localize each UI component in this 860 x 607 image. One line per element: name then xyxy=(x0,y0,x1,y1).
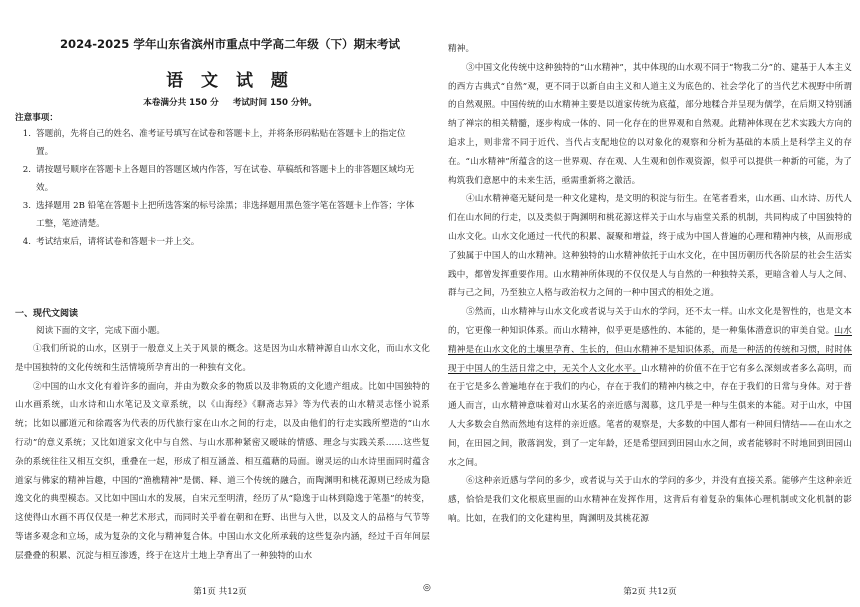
section-heading: 一、现代文阅读 xyxy=(15,309,79,319)
page-footer-right: 第2页 共12页 xyxy=(623,587,677,597)
left-passage xyxy=(15,340,430,566)
right-page xyxy=(448,0,852,607)
exam-subtitle: 语 文 试 题 xyxy=(166,71,294,91)
note-number: 1. xyxy=(22,129,31,139)
exam-title: 2024-2025 学年山东省滨州市重点中学高二年级（下）期末考试 xyxy=(59,37,401,51)
passage-paragraph-5 xyxy=(448,303,852,472)
full-score: 本卷满分共 150 分 xyxy=(143,98,219,108)
para5-before: ⑤然而，山水精神与山水文化或者说与关于山水的学问，还不太一样。山水文化是智性的，也是文本的，它更像一种知识体系。而山水精神，似乎更是感性的、本能的，是一种集体潜意识的审美自觉。 xyxy=(448,307,852,336)
notes-heading: 注意事项： xyxy=(15,113,58,123)
score-time-line xyxy=(30,96,430,108)
note-item xyxy=(15,233,425,251)
exam-time: 考试时间 150 分钟。 xyxy=(232,98,317,108)
note-item xyxy=(15,125,425,161)
para5-after: 山水精神的价值不在于它有多么深刻或者多么高明，而在于它是多么普遍地存在于我们的内心，存在于我们的精神内核之中，存在于我们的日常与身体。对于普通人而言，山水精神意味着对山水某名的亲近感与渴慕，这几乎是一种与生俱来的本能。对于山水，中国人大多数会自然而然地有这样的亲近感。笔者的观察是，大多数的中国人都有一种回归情结——在山水之间，在田园之间，散落润发，到了一定年龄，还是希望回到田园山水之间，或者能够时不时地回到田园山水之间。 xyxy=(448,363,852,468)
note-text: 请按题号顺序在答题卡上各题目的答题区域内作答，写在试卷、草稿纸和答题卡上的非答题区域均无效。 xyxy=(36,165,415,193)
note-item xyxy=(15,197,425,233)
note-item xyxy=(15,161,425,197)
passage-paragraph-6: ⑥这种亲近感与学问的多少，或者说与关于山水的学问的多少，并没有直接关系。能够产生这种亲近感，恰恰是我们文化根底里面的山水精神在发挥作用，这背后有着复杂的集体心理机制或文化机制的影响。比如，在我们的文化建构里，陶渊明及其桃花源 xyxy=(448,476,852,524)
binding-mark-icon: ◎ xyxy=(423,583,431,593)
note-text: 选择题用 2B 铅笔在答题卡上把所选答案的标号涂黑；非选择题用黑色签字笔在答题卡上作答；字体工整，笔迹清楚。 xyxy=(36,201,415,229)
right-passage xyxy=(448,40,852,529)
passage-carry-over: 精神。 xyxy=(448,44,475,54)
note-number: 2. xyxy=(22,165,31,175)
passage-paragraph-3: ③中国文化传统中这种独特的“山水精神”，其中体现的山水观不同于“物我二分”的、建基于人本主义的西方古典式“自然”观，更不同于以新自由主义和人道主义为底色的、社会学化了的当代艺术视野中所谓的自然观照。中国传统的山水精神主要是以道家传统为底蕴，部分地糅合并呈现为儒学，在后期又特别涵纳了禅宗的相关精髓，逐步构成一体的、同一化存在的世界观和自然观。此精神体现在艺术实践大方向的追求上，则非常不同于近代、当代占支配地位的以对象化的观察和分析为基础的本质上是科学主义的存在。“山水精神”所蕴含的这一世界观、存在观、人生观和创作观资源，似乎可以提供一种新的可能，为了构筑我们意愿中的未来生活，亟需重新将之激活。 xyxy=(448,62,852,186)
note-number: 4. xyxy=(22,237,31,247)
page-footer-left: 第1页 共12页 xyxy=(193,587,247,597)
reading-instruction: 阅读下面的文字，完成下面小题。 xyxy=(36,326,165,336)
passage-paragraph-1: ①我们所说的山水，区别于一般意义上关于风景的概念。这是因为山水精神源自山水文化，而山水文化是中国独特的文化传统和生活情境所孕育出的一种独有文化。 xyxy=(15,344,430,373)
notes-list xyxy=(15,125,425,251)
passage-paragraph-2: ②中国的山水文化有着许多的面向，并由为数众多的物质以及非物质的文化遗产组成。比如中国独特的山水画系统，山水诗和山水笔记及文章系统，以《山海经》《聊斋志异》等为代表的山水精灵志怪小说系统；比如以郦道元和徐霞客为代表的历代旅行家在山水之间的行走，以及由他们的行走实践所塑造的“山水行动”的意义系统；又比如道家文化中与自然、与山水那种紧密又暧昧的情感、理念与实践关系……这些复杂的系统往往又相互交织，重叠在一起，形成了相互涵盖、相互蕴藉的局面。谢灵运的山水诗里面同时蕴含道家与佛家的精神旨趣，中国的“渔樵精神”是儒、释、道三个传统的融合，而陶渊明和桃花源则已经成为隐逸文化的典型模态。又比如中国山水的发展，自宋元至明清，经历了从“隐逸于山林到隐逸于笔墨”的转变，这使得山水画不再仅仅是一种艺术形式，而同时关乎着在朝和在野、出世与入世，以及文人的品格与气节等等诸多观念和立场，成为复杂的文化与精神复合体。中国山水文化所承载的这些复杂内涵，经过千百年间层层叠叠的积累、沉淀与相互渗透，终于在这片土地上孕育出了一种独特的山水 xyxy=(15,381,430,561)
underlined-sentence: 山水精神是在山水文化的土壤里孕育、生长的，但山水精神不是知识体系，而是一种活的传统和习惯，时时体现于中国人的生活日常之中，无关个人文化水平。 xyxy=(448,325,852,374)
note-number: 3. xyxy=(22,201,31,211)
passage-paragraph-4: ④山水精神毫无疑问是一种文化建构，是文明的积淀与衍生。在笔者看来，山水画、山水诗、历代人们在山水间的行走，以及类似于陶渊明和桃花源这样关于山水与庙堂关系的机制，共同构成了中国独特的山水文化。山水文化通过一代代的积累、凝聚和增益，终于成为中国人普遍的心理和精神内核，从而形成了独属于中国人的山水精神。这种独特的山水精神依托于山水文化，在中国历朝历代各阶层的社会生活实践中，都曾发挥重要作用。山水精神所体现的不仅仅是人与自然的一种独特关系，更暗含着人与人之间、群与己之间，乃至独立人格与政治权力之间的一种中国式的相处之道。 xyxy=(448,194,852,299)
note-text: 考试结束后，请将试卷和答题卡一并上交。 xyxy=(36,237,200,247)
note-text: 答题前，先将自己的姓名、准考证号填写在试卷和答题卡上，并将条形码粘贴在答题卡上的指定位置。 xyxy=(36,129,406,157)
